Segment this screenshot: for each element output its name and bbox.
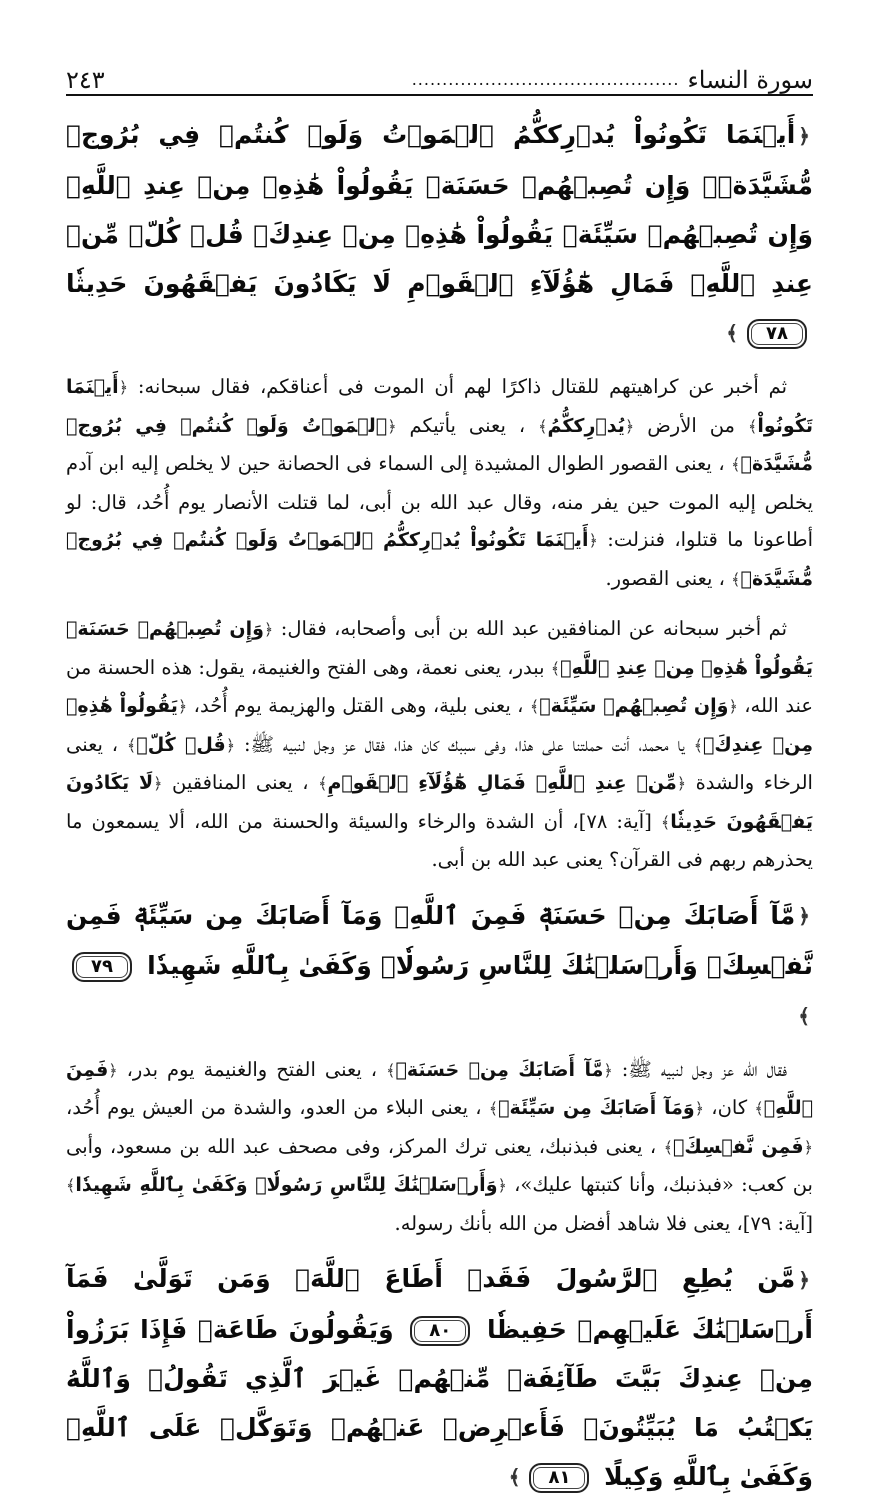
quote-close: ﴾ xyxy=(318,774,328,793)
quote-open: ﴿ xyxy=(676,774,687,793)
commentary-text: [آية: ٧٩]، يعنى فلا شاهد أفضل من الله بأنك رسوله. xyxy=(394,1211,813,1235)
commentary-text: فقال الله عز وجل لنبيه ﷺ: xyxy=(612,1057,788,1081)
tafsir-paragraph-1 xyxy=(66,368,813,598)
ayah-number-marker: ٨١ xyxy=(529,1463,589,1493)
quran-quote: وَأَرۡسَلۡنَٰكَ لِلنَّاسِ رَسُولٗاۚ وَكَفَىٰ بِٱللَّهِ شَهِيدٗا xyxy=(75,1174,498,1196)
quote-close: ﴾ xyxy=(747,416,758,436)
quote-close: ﴾ xyxy=(731,455,741,474)
quote-open: ﴿ xyxy=(177,697,188,716)
commentary-text: ، يعنى البلاء من العدو، والشدة من العيش يوم أُحُد، xyxy=(66,1096,489,1119)
quote-open: ﴿ xyxy=(387,416,397,436)
verse-81-text: وَيَقُولُونَ طَاعَةٞ فَإِذَا بَرَزُواْ مِنۡ عِندِكَ بَيَّتَ طَآئِفَةٞ مِّنۡهُمۡ غَيۡرَ ٱلَّذِي تَقُولُۖ وَٱللَّهُ يَكۡتُبُ مَا يُبَيِّتُونَۖ فَأَعۡرِضۡ عَنۡهُمۡ وَتَوَكَّلۡ عَلَى ٱللَّهِۚ وَكَفَىٰ بِٱللَّهِ وَكِيلًا xyxy=(66,1314,813,1491)
commentary-text: ثم أخبر سبحانه عن المنافقين عبد الله بن أبى وأصحابه، فقال: xyxy=(273,617,788,640)
quran-quote: فَمِن نَّفۡسِكَۚ xyxy=(672,1135,804,1158)
quran-quote: ٱلۡمَوۡتُ وَلَوۡ كُنتُمۡ فِي بُرُوجٖ مُّشَيَّدَةٖ xyxy=(66,414,813,475)
quote-close: ﴾ xyxy=(550,658,561,678)
verse-open-bracket: ﴿ xyxy=(798,123,810,148)
quote-open: ﴿ xyxy=(497,1176,507,1195)
commentary-text: ، يعنى فبذنبك، يعنى ترك المركز، وفى مصحف عبد الله بن مسعود، وأبى بن كعب: «فبذنبك، وأنا كتبتها عليك»، xyxy=(66,1134,813,1196)
quote-close: ﴾ xyxy=(126,735,137,755)
verse-close-bracket: ﴾ xyxy=(798,1003,810,1028)
quote-open: ﴿ xyxy=(624,416,635,436)
header-leader-dots: ............................................ xyxy=(411,70,680,89)
verse-78-text: أَيۡنَمَا تَكُونُواْ يُدۡرِككُّمُ ٱلۡمَوۡتُ وَلَوۡ كُنتُمۡ فِي بُرُوجٖ مُّشَيَّدَةٖۗ وَإِن تُصِبۡهُمۡ حَسَنَةٞ يَقُولُواْ هَٰذِهِۦ مِنۡ عِندِ ٱللَّهِۖ وَإِن تُصِبۡهُمۡ سَيِّئَةٞ يَقُولُواْ هَٰذِهِۦ مِنۡ عِندِكَۚ قُلۡ كُلّٞ مِّنۡ عِندِ ٱللَّهِۖ فَمَالِ هَٰٓؤُلَآءِ ٱلۡقَوۡمِ لَا يَكَادُونَ يَفۡقَهُونَ حَدِيثٗا xyxy=(66,120,813,298)
quran-quote: يَقُولُواْ هَٰذِهِۦ مِنۡ عِندِكَۚ xyxy=(66,695,813,756)
quran-quote: وَإِن تُصِبۡهُمۡ سَيِّئَةٞ xyxy=(539,695,729,717)
quote-close: ﴾ xyxy=(529,697,540,716)
quote-open: ﴿ xyxy=(728,697,738,716)
quote-close: ﴾ xyxy=(386,1060,396,1080)
commentary-text: ، يعنى القصور الطوال المشيدة إلى السماء فى الحصانة حين لا يخلص إليه ابن آدم يخلص إليه الموت حين يفر منه، وقال عبد الله بن أبى، لما قتلت الأنصار يوم أُحُد، قال: لو أطاعونا ما قتلوا، فنزلت: xyxy=(66,452,813,551)
quote-close: ﴾ xyxy=(693,735,703,755)
page-number: ٢٤٣ xyxy=(66,66,105,94)
ayah-number-marker: ٧٩ xyxy=(72,952,132,982)
quote-open: ﴿ xyxy=(694,1099,705,1118)
quote-open: ﴿ xyxy=(225,735,236,755)
quran-quote: أَيۡنَمَا تَكُونُواْ xyxy=(66,376,813,437)
surah-title: سورة النساء xyxy=(687,66,813,94)
verse-close-bracket: ﴾ xyxy=(726,321,738,345)
quote-open: ﴿ xyxy=(588,531,598,550)
quote-open: ﴿ xyxy=(803,1137,814,1157)
ayah-number-marker: ٧٨ xyxy=(747,319,807,349)
quran-verse-78 xyxy=(66,110,813,358)
verse-79-text: مَّآ أَصَابَكَ مِنۡ حَسَنَةٖ فَمِنَ ٱللَّهِۖ وَمَآ أَصَابَكَ مِن سَيِّئَةٖ فَمِن نَّفۡسِكَۚ وَأَرۡسَلۡنَٰكَ لِلنَّاسِ رَسُولٗاۚ وَكَفَىٰ بِٱللَّهِ شَهِيدٗا xyxy=(66,900,813,980)
quran-quote: فَمِنَ ٱللَّهِۖ xyxy=(66,1058,813,1119)
commentary-text: [آية: ٧٨]، أن الشدة والرخاء والسيئة والحسنة من الله، ألا يسمعون ما يحذرهم ربهم فى القرآن؟ يعنى عبد الله بن أبى. xyxy=(66,809,813,871)
quote-open: ﴿ xyxy=(153,774,163,793)
quote-close: ﴾ xyxy=(663,1137,673,1157)
quran-quote: أَيۡنَمَا تَكُونُواْ يُدۡرِككُّمُ ٱلۡمَوۡتُ وَلَوۡ كُنتُمۡ فِي بُرُوجٖ مُّشَيَّدَةٖ xyxy=(66,529,813,590)
commentary-text: يا محمد، أنت حملتنا على هذا، وفى سببك كان هذا، فقال عز وجل لنبيه ﷺ: xyxy=(235,732,694,756)
commentary-text: ، يعنى القصور. xyxy=(605,566,732,590)
verse-open-bracket: ﴿ xyxy=(798,904,810,928)
quote-open: ﴿ xyxy=(263,620,274,639)
quote-open: ﴿ xyxy=(108,1060,118,1080)
quote-open: ﴿ xyxy=(118,378,129,397)
page-header xyxy=(66,60,813,96)
quote-close: ﴾ xyxy=(66,1176,76,1195)
commentary-text: ، يعنى المنافقين xyxy=(162,771,319,794)
quote-close: ﴾ xyxy=(660,812,671,832)
quran-quote: يُدۡرِككُّمُ xyxy=(547,414,625,437)
quote-close: ﴾ xyxy=(731,569,741,589)
quote-close: ﴾ xyxy=(538,416,548,436)
quran-verses-80-81 xyxy=(66,1254,813,1502)
commentary-text: ، يعنى يأتيكم xyxy=(396,413,539,437)
quran-quote: وَإِن تُصِبۡهُمۡ حَسَنَةٞ يَقُولُواْ هَٰذِهِۦ مِنۡ عِندِ ٱللَّهِۖ xyxy=(66,618,813,679)
commentary-text: ، يعنى بلية، وهى القتل والهزيمة يوم أُحُد، xyxy=(187,694,530,717)
commentary-text: ثم أخبر عن كراهيتهم للقتال ذاكرًا لهم أن الموت فى أعناقكم، فقال سبحانه: xyxy=(128,375,787,398)
verse-80-text: مَّن يُطِعِ ٱلرَّسُولَ فَقَدۡ أَطَاعَ ٱللَّهَۖ وَمَن تَوَلَّىٰ فَمَآ أَرۡسَلۡنَٰكَ عَلَيۡهِمۡ حَفِيظٗا xyxy=(66,1264,813,1344)
verse-open-bracket: ﴿ xyxy=(798,1267,810,1292)
tafsir-paragraph-2 xyxy=(66,610,813,879)
tafsir-paragraph-3 xyxy=(66,1051,813,1243)
quran-quote: مِّنۡ عِندِ ٱللَّهِۖ فَمَالِ هَٰٓؤُلَآءِ ٱلۡقَوۡمِ xyxy=(327,772,677,794)
quote-close: ﴾ xyxy=(488,1099,499,1118)
commentary-text: ، يعنى الرخاء والشدة xyxy=(66,732,813,794)
quote-close: ﴾ xyxy=(754,1099,764,1118)
quote-open: ﴿ xyxy=(603,1060,613,1080)
verse-close-bracket: ﴾ xyxy=(508,1465,521,1489)
commentary-text: ، يعنى الفتح والغنيمة يوم بدر، xyxy=(117,1057,387,1081)
commentary-text: كان، xyxy=(704,1096,755,1119)
quran-quote: وَمَآ أَصَابَكَ مِن سَيِّئَةٖ xyxy=(498,1097,695,1119)
quran-quote: لَا يَكَادُونَ يَفۡقَهُونَ حَدِيثٗا xyxy=(66,772,814,833)
commentary-text: من الأرض xyxy=(634,413,748,437)
quran-quote: قُلۡ كُلّٞ xyxy=(136,733,226,756)
quran-quote: مَّآ أَصَابَكَ مِنۡ حَسَنَةٖ xyxy=(395,1058,604,1081)
ayah-number-marker: ٨٠ xyxy=(410,1316,470,1346)
quran-verse-79 xyxy=(66,891,813,1041)
commentary-text: ببدر، يعنى نعمة، وهى الفتح والغنيمة، يقول: هذه الحسنة من عند الله، xyxy=(66,655,813,717)
